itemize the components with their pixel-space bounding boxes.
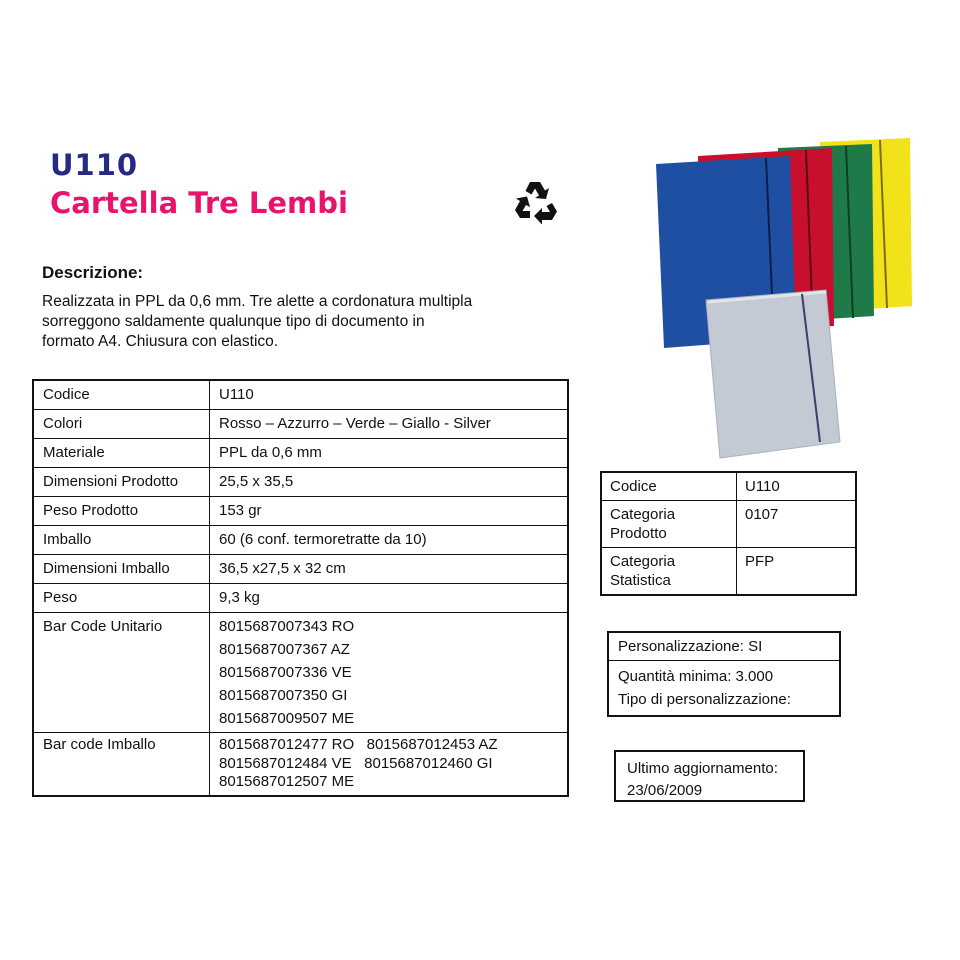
- last-update-box: [614, 750, 805, 802]
- spec-value: PPL da 0,6 mm: [210, 439, 569, 468]
- spec-label: Colori: [33, 410, 210, 439]
- spec-label: Dimensioni Prodotto: [33, 468, 210, 497]
- personalization-box: [607, 631, 841, 717]
- product-code-title: U110: [50, 148, 139, 182]
- table-row: [33, 733, 568, 796]
- info-value: U110: [737, 472, 857, 501]
- barcode-pack-line: 8015687012484 VE 8015687012460 GI: [219, 754, 493, 772]
- barcode-value: 8015687007336 VE: [219, 664, 352, 681]
- spec-value: [210, 733, 569, 796]
- description-line: sorreggono saldamente qualunque tipo di documento in: [42, 313, 425, 330]
- spec-value: 36,5 x27,5 x 32 cm: [210, 555, 569, 584]
- spec-label: Peso Prodotto: [33, 497, 210, 526]
- barcode-value: 8015687007343 RO: [219, 618, 355, 635]
- table-row: [33, 584, 568, 613]
- info-label: Codice: [601, 472, 737, 501]
- personalization-header: Personalizzazione: SI: [609, 633, 839, 661]
- spec-value: 9,3 kg: [210, 584, 569, 613]
- table-row: [33, 613, 568, 733]
- spec-label: Codice: [33, 380, 210, 410]
- spec-label: [33, 613, 210, 733]
- barcode-pack-label: Bar code Imballo: [43, 736, 156, 753]
- spec-value: 60 (6 conf. termoretratte da 10): [210, 526, 569, 555]
- table-row: [33, 526, 568, 555]
- barcode-value: 8015687009507 ME: [219, 710, 355, 727]
- spec-label: Peso: [33, 584, 210, 613]
- spec-value: Rosso – Azzurro – Verde – Giallo - Silver: [210, 410, 569, 439]
- info-value: 0107: [737, 501, 857, 548]
- info-value: PFP: [737, 548, 857, 596]
- min-quantity: Quantità minima: 3.000: [618, 668, 774, 685]
- info-label: Categoria Prodotto: [601, 501, 737, 548]
- table-row: [601, 501, 856, 548]
- spec-label: Materiale: [33, 439, 210, 468]
- barcode-value: 8015687007350 GI: [219, 687, 348, 704]
- folder-silver: [706, 290, 840, 458]
- description-line: formato A4. Chiusura con elastico.: [42, 333, 279, 350]
- barcode-pack-line: 8015687012477 RO 8015687012453 AZ: [219, 736, 498, 753]
- info-label: Categoria Statistica: [601, 548, 737, 596]
- spec-value: 153 gr: [210, 497, 569, 526]
- table-row: [33, 555, 568, 584]
- table-row: [33, 439, 568, 468]
- spec-label: Imballo: [33, 526, 210, 555]
- description-title: Descrizione:: [42, 263, 144, 282]
- barcode-pack-line: 8015687012507 ME: [219, 773, 355, 790]
- barcode-unit-label: Bar Code Unitario: [43, 618, 163, 635]
- recycle-icon: [510, 175, 562, 225]
- last-update-label: Ultimo aggiornamento:: [627, 760, 778, 777]
- barcode-value: 8015687007367 AZ: [219, 641, 350, 658]
- description-text: [42, 292, 512, 352]
- table-row: [33, 497, 568, 526]
- spec-label: [33, 733, 210, 796]
- product-image: [650, 130, 925, 465]
- spec-value: U110: [210, 380, 569, 410]
- table-row: [601, 472, 856, 501]
- product-name-title: Cartella Tre Lembi: [50, 186, 348, 220]
- spec-value: [210, 613, 569, 733]
- table-row: [33, 410, 568, 439]
- spec-label: Dimensioni Imballo: [33, 555, 210, 584]
- product-info-table: [600, 471, 857, 596]
- table-row: [601, 548, 856, 596]
- table-row: [33, 468, 568, 497]
- personalization-type: Tipo di personalizzazione:: [618, 691, 791, 708]
- spec-value: 25,5 x 35,5: [210, 468, 569, 497]
- table-row: [33, 380, 568, 410]
- description-line: Realizzata in PPL da 0,6 mm. Tre alette a cordonatura multipla: [42, 293, 473, 310]
- specs-table: [32, 379, 569, 797]
- last-update-date: 23/06/2009: [627, 782, 703, 799]
- personalization-details: [609, 661, 839, 715]
